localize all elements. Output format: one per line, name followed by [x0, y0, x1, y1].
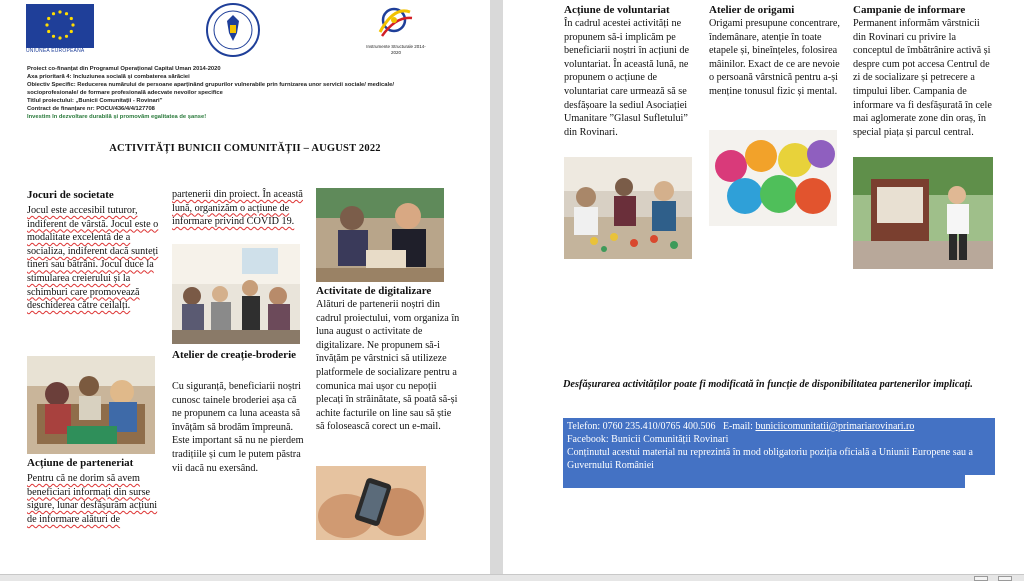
- section-text-broderie: Cu siguranță, beneficiarii noștri cunosc tainele broderiei așa că ne propunem ca luna aceasta să învățăm să brodăm împreună. Este important să nu ne pierdem tradițiile și cum le putem păstra vii dacă nu exersând.: [172, 381, 304, 474]
- project-line: Titlul proiectului: „Bunicii Comunitații - Rovinari”: [27, 98, 163, 104]
- section-title-origami: Atelier de origami: [709, 4, 795, 16]
- photo-covid-info-session: [172, 244, 300, 344]
- photo-origami-balls: [709, 130, 837, 226]
- status-bar: [0, 574, 1024, 581]
- section-title-jocuri: Jocuri de societate: [27, 189, 114, 201]
- page-title: ACTIVITĂȚI BUNICII COMUNITĂȚII – AUGUST 2022: [109, 143, 381, 154]
- contact-disclaimer: Conținutul acestui material nu reprezintă în mod obligatoriu poziția oficială a Uniunii Europene sau a Guvernului României: [567, 447, 973, 471]
- eu-caption: UNIUNEA EUROPEANĂ: [26, 48, 85, 54]
- section-text-campanie: Permanent informăm vârstnicii din Rovinari cu privire la conceptul de îmbătrânire activă și despre cum pot accesa Centrul de zi de socializare și petrecere a timpului liber. Campania de informare va fi desfășurată în cele mai aglomerate zone din oraș, în special piața și parcul central.: [853, 18, 992, 138]
- contact-email-link[interactable]: buniciicomunitatii@primariarovinari.ro: [755, 421, 915, 432]
- photo-embroidery: [316, 188, 444, 282]
- project-line: socioprofesionale/ de formare profesională adecvate nevoilor specifice: [27, 90, 223, 96]
- section-text-jocuri: Jocul este accesibil tuturor, indiferent de vârstă. Jocul este o modalitate excelentă de a socializa, indiferent dacă sunteți tineri sau bătrâni. Jocul duce la stimularea creierului și la schimburi care promovează deschiderea către ceilalți.: [27, 205, 159, 312]
- contact-phone: Telefon: 0760 235.410/0765 400.506: [567, 421, 716, 432]
- view-layout-button[interactable]: [974, 576, 988, 581]
- contact-email-label: E-mail:: [722, 421, 753, 432]
- section-title-voluntariat: Acțiune de voluntariat: [564, 4, 670, 16]
- availability-note: Desfășurarea activităților poate fi modificată în funcție de disponibilitatea partenerilor implicați.: [563, 379, 973, 390]
- contact-facebook: Facebook: Bunicii Comunității Rovinari: [567, 434, 729, 445]
- section-text-origami: Origami presupune concentrare, îndemânare, atenție în toate etapele și, bineînțeles, folosirea mâinilor. Exact de ce are nevoie o persoană vârstnică pentru a-și menține tonusul fizic și mental.: [709, 18, 840, 97]
- project-line: Contract de finanțare nr: POCU/436/4/4/127708: [27, 106, 155, 112]
- photo-board-games: [27, 356, 155, 454]
- contact-line-phone: [567, 420, 991, 433]
- project-motto: Investim în dezvoltare durabilă și promovăm egalitatea de șanse!: [27, 114, 207, 120]
- project-line: Proiect co-finanțat din Programul Operațional Capital Uman 2014-2020: [27, 66, 221, 72]
- eu-flag-logo: [26, 4, 94, 48]
- structural-instruments-logo: [370, 2, 418, 42]
- contact-box: [563, 418, 995, 488]
- project-line: Axa prioritară 4: Incluziunea socială și combaterea sărăciei: [27, 74, 190, 80]
- section-title-broderie: Atelier de creație-broderie: [172, 349, 297, 361]
- project-info: [27, 65, 477, 121]
- section-text-parteneriat-continued: partenerii din proiect. În această lună, organizăm o acțiune de informare privind COVID 19.: [172, 189, 303, 228]
- photo-smartphone-hands: [316, 466, 426, 540]
- section-text-digitalizare: Alături de partenerii noștri din cadrul proiectului, vom organiza în luna august o activitate de digitalizare. Ne propunem să-i învățăm pe vârstnici să utilizeze platformele de socializare pentru a comunica mai ușor cu nepoții plecați în străinătate, să poată să-și achite facturile on line sau să știe să folosească corect un e-mail.: [316, 299, 460, 433]
- section-title-parteneriat: Acțiune de parteneriat: [27, 457, 134, 469]
- photo-information-campaign: [853, 157, 993, 269]
- section-text-voluntariat: În cadrul acestei activități ne propunem să-i implicăm pe beneficiarii noștri în acțiuni de voluntariat. În această lună, ne propunem o acțiune de voluntariat care urmează să se desfășoare la sediul Asociației Umanitare ”Glasul Sufletului” din Rovinari.: [564, 18, 690, 138]
- romanian-government-logo: [206, 3, 260, 57]
- photo-volunteering: [564, 157, 692, 259]
- structural-instruments-caption: Instrumente Structurale 2014-2020: [366, 44, 426, 55]
- document-page-left: [0, 0, 490, 574]
- zoom-button[interactable]: [998, 576, 1012, 581]
- section-title-campanie: Campanie de informare: [853, 4, 966, 16]
- project-line: Obiectiv Specific: Reducerea numărului de persoane aparținând grupurilor vulnerabile prin furnizarea unor servicii sociale/ medicale/: [27, 82, 394, 88]
- contact-box-notch: [965, 475, 995, 489]
- section-text-parteneriat: Pentru că ne dorim să avem beneficiari informați din surse sigure, lunar desfășurăm acțiuni de informare alături de: [27, 473, 158, 525]
- section-title-digitalizare: Activitate de digitalizare: [316, 285, 432, 297]
